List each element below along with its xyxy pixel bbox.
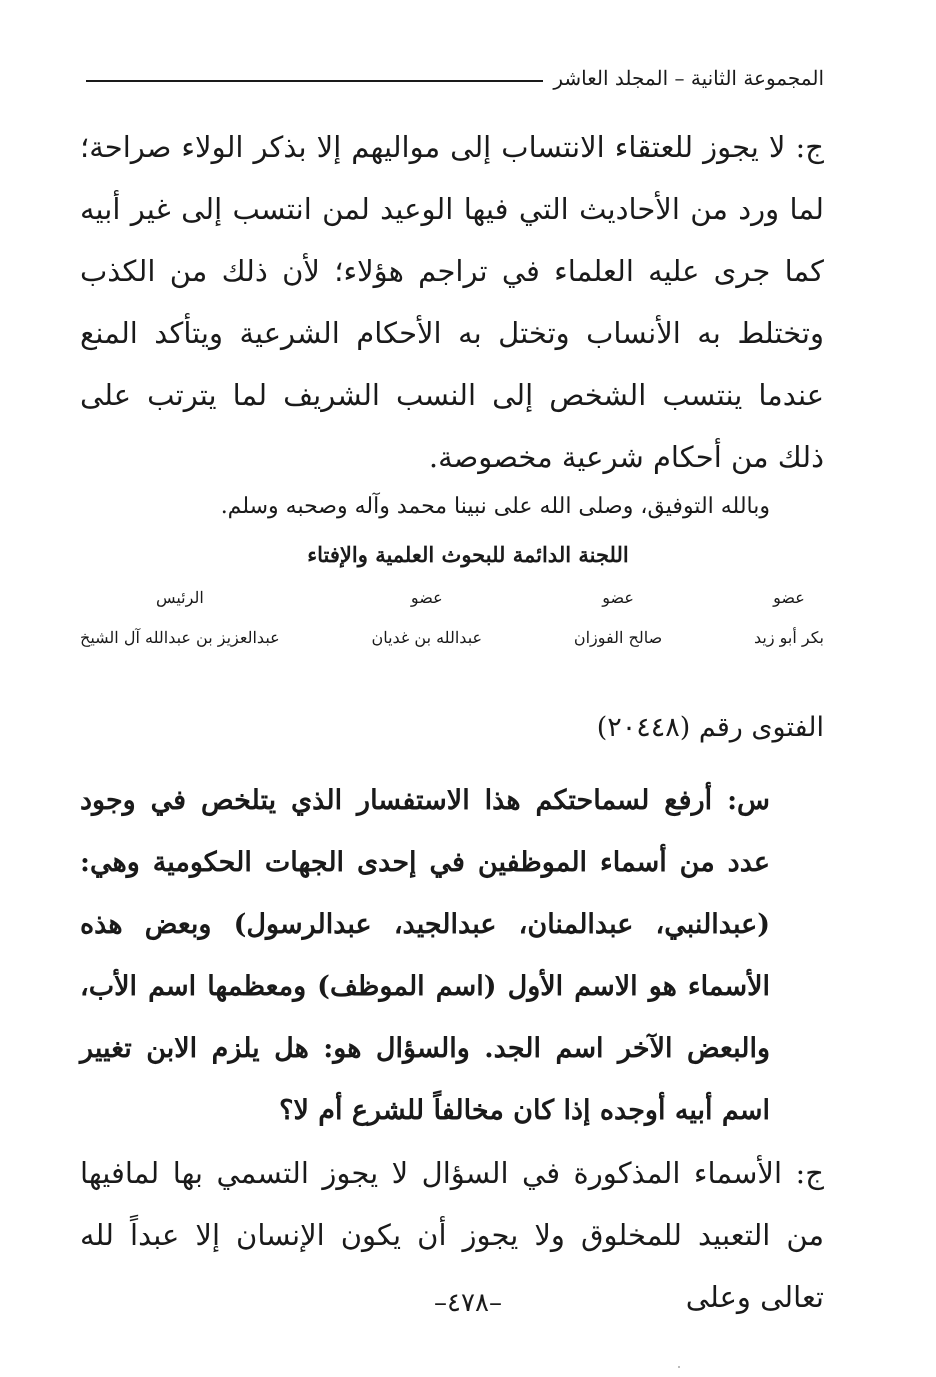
page-header <box>86 60 824 96</box>
answer-paragraph-2: ج: الأسماء المذكورة في السؤال لا يجوز التسمي بها لمافيها من التعبيد للمخلوق ولا يجوز أن يكون الإنسان إلا عبداً لله تعالى وعلى <box>80 1156 824 1314</box>
signatory-role: عضو <box>602 588 634 607</box>
signatories <box>80 588 824 647</box>
header-title: المجموعة الثانية – المجلد العاشر <box>553 66 824 90</box>
signatory-member-2 <box>574 588 662 647</box>
fatwa-number: الفتوى رقم (٢٠٤٤٨) <box>596 712 824 743</box>
signatory-name: صالح الفوزان <box>573 628 663 647</box>
closing-invocation: وبالله التوفيق، وصلى الله على نبينا محمد وآله وصحبه وسلم. <box>220 494 770 519</box>
signatory-role: عضو <box>410 588 443 607</box>
signatory-role: الرئيس <box>155 588 204 607</box>
signatory-role: عضو <box>773 588 805 607</box>
signatory-member-1 <box>754 588 824 647</box>
signatory-president <box>80 588 280 647</box>
answer-paragraph-1: ج: لا يجوز للعتقاء الانتساب إلى مواليهم إلا بذكر الولاء صراحة؛ لما ورد من الأحاديث التي فيها الوعيد لمن انتسب إلى غير أبيه كما جرى عليه العلماء في تراجم هؤلاء؛ لأن ذلك من الكذب وتختلط به الأنساب وتختل به الأحكام الشرعية ويتأكد المنع عندما ينتسب الشخص إلى النسب الشريف لما يترتب على ذلك من أحكام شرعية مخصوصة. <box>80 130 824 474</box>
signatory-name: عبدالله بن غديان <box>371 628 483 647</box>
signatory-name: عبدالعزيز بن عبدالله آل الشيخ <box>80 628 280 647</box>
header-rule <box>86 80 543 82</box>
question-paragraph: س: أرفع لسماحتكم هذا الاستفسار الذي يتلخص في وجود عدد من أسماء الموظفين في إحدى الجهات الحكومية وهي: (عبدالنبي، عبدالمنان، عبدالجيد، عبدالرسول) وبعض هذه الأسماء هو الاسم الأول (اسم الموظف) ومعظمها اسم الأب، والبعض الآخر اسم الجد. والسؤال هو: هل يلزم الابن تغيير اسم أبيه أوجده إذا كان مخالفاً للشرع أم لا؟ <box>80 785 770 1126</box>
committee-name: اللجنة الدائمة للبحوث العلمية والإفتاء <box>307 542 629 567</box>
signatory-name: بكر أبو زيد <box>753 628 824 647</box>
page-number: –٤٧٨– <box>434 1288 502 1318</box>
scan-speck <box>678 1366 680 1368</box>
signatory-member-3 <box>371 588 482 647</box>
